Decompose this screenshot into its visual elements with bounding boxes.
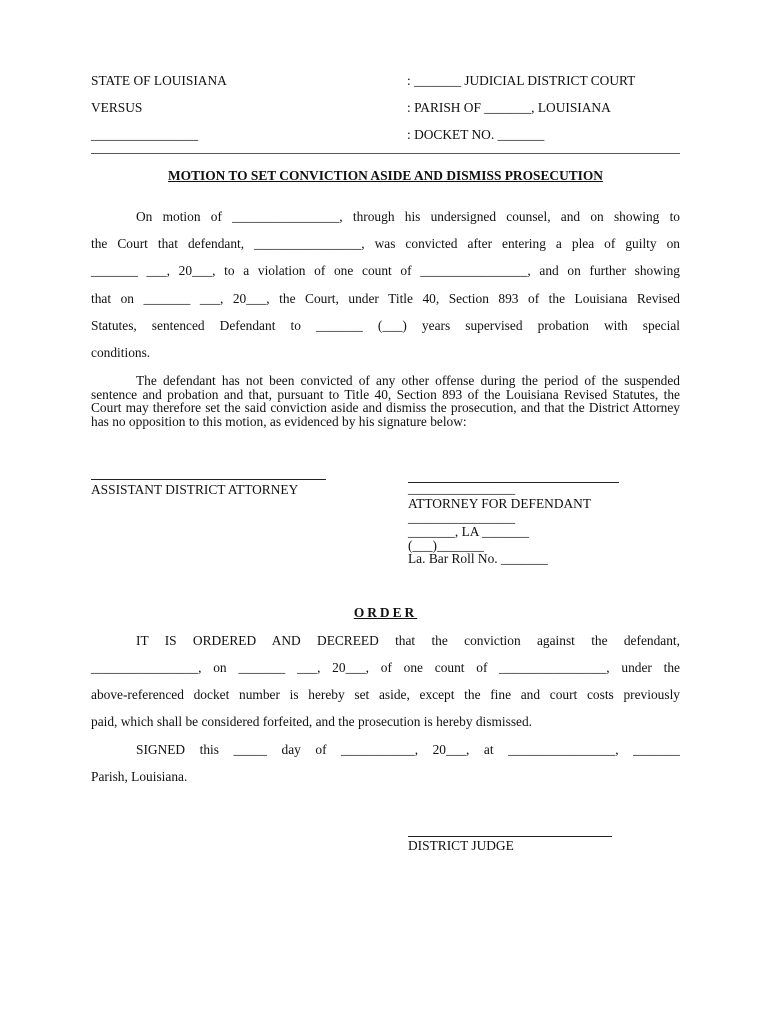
caption-rule [91,153,680,154]
defense-bar-roll: La. Bar Roll No. _______ [408,551,548,566]
defense-phone-line: (___)_______ [408,538,484,553]
motion-line: On motion of ________________, through his undersigned counsel, and on showing to [136,209,680,224]
motion-paragraph-2: The defendant has not been convicted of any other offense during the period of the suspended sentence and probation and that, pursuant to Title 40, Section 893 of the Louisiana Revised Statutes, the Court may therefore set the said conviction aside and dismiss the prosecution, and that the District Attorney has no opposition to this motion, as evidenced by his signature below: [91,373,680,429]
caption-state: STATE OF LOUISIANA [91,73,227,88]
judge-label: DISTRICT JUDGE [408,838,514,853]
motion-line: conditions. [91,345,151,360]
order-line: paid, which shall be considered forfeited, and the prosecution is hereby dismissed. [91,714,533,729]
order-line: Parish, Louisiana. [91,769,188,784]
judge-signature-line [408,836,612,837]
order-title: ORDER [353,605,418,620]
defense-label: ATTORNEY FOR DEFENDANT [408,496,592,511]
caption-versus: VERSUS [91,100,143,115]
defense-blank: ________________ [408,481,516,496]
order-line: ________________, on _______ ___, 20___, of one count of ________________, under the [91,660,680,675]
motion-line: the Court that defendant, ________________, was convicted after entering a plea of guilty on [91,236,680,251]
motion-title: MOTION TO SET CONVICTION ASIDE AND DISMISS PROSECUTION [168,168,603,183]
ada-label: ASSISTANT DISTRICT ATTORNEY [91,482,299,497]
motion-line: _______ ___, 20___, to a violation of one count of ________________, and on further showing [91,263,680,278]
defense-address-blank: ________________ [408,510,516,525]
ada-signature-line [91,479,326,480]
caption-parish: : PARISH OF _______, LOUISIANA [407,100,611,115]
motion-line: that on _______ ___, 20___, the Court, under Title 40, Section 893 of the Louisiana Revised [91,291,680,306]
order-line: IT IS ORDERED AND DECREED that the conviction against the defendant, [136,633,680,648]
order-line: SIGNED this _____ day of ___________, 20___, at ________________, _______ [136,742,680,757]
order-line: above-referenced docket number is hereby set aside, except the fine and court costs previously [91,687,680,702]
caption-court: : _______ JUDICIAL DISTRICT COURT [407,73,636,88]
caption-docket: : DOCKET NO. _______ [407,127,545,142]
motion-line: Statutes, sentenced Defendant to _______ (___) years supervised probation with special [91,318,680,333]
defense-city-line: _______, LA _______ [408,524,529,539]
caption-defendant-blank: ________________ [91,127,199,142]
